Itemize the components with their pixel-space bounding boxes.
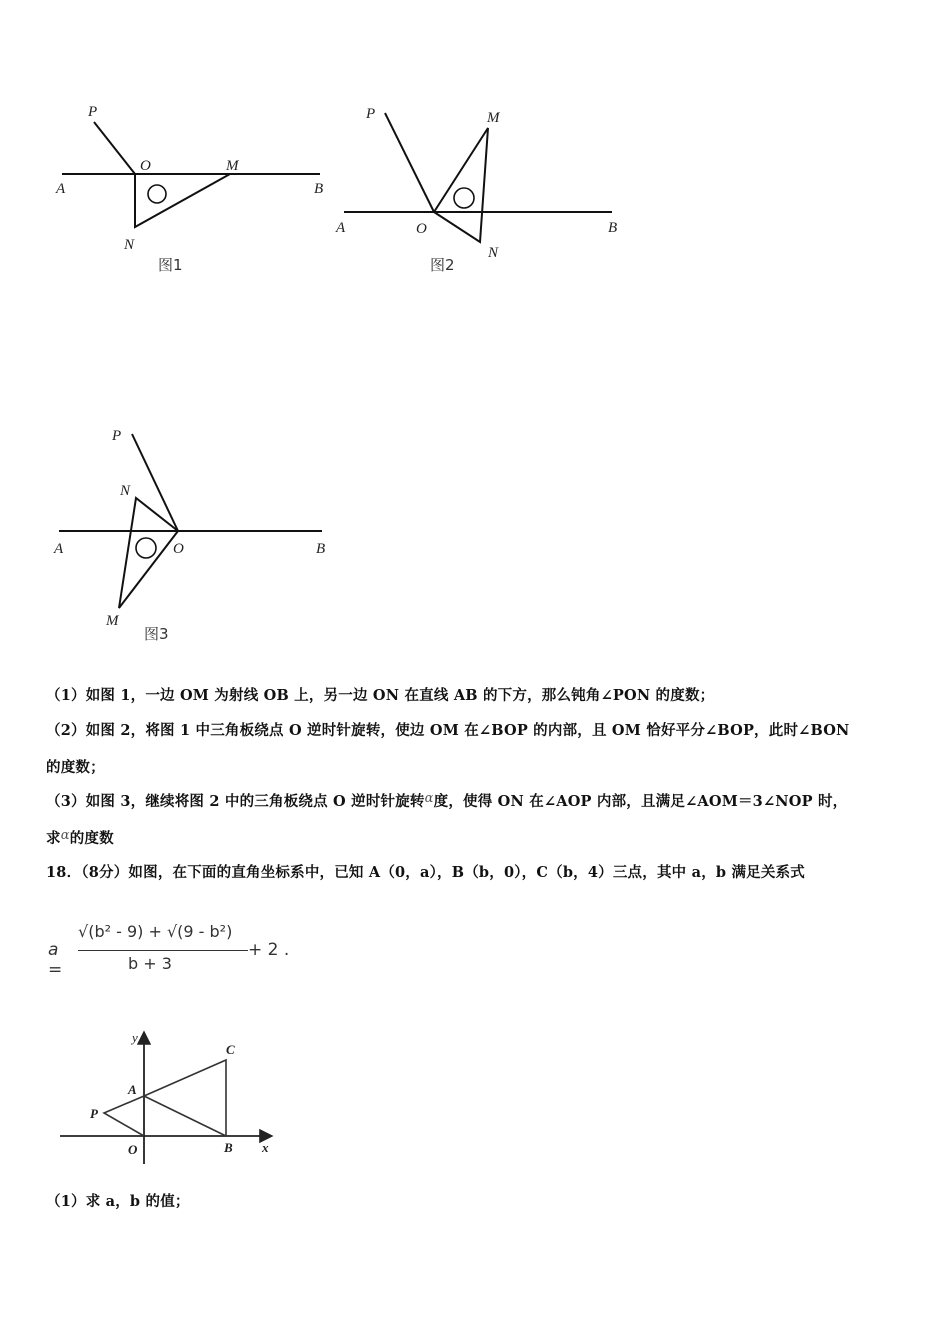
- figure-3-diagram: [40, 415, 340, 650]
- coordinate-figure: [50, 1020, 290, 1170]
- label-A: A: [56, 181, 66, 197]
- label-A: A: [128, 1082, 137, 1097]
- alpha-symbol: α: [424, 791, 434, 806]
- figure-1-caption: 图1: [158, 256, 183, 274]
- label-M: M: [226, 158, 239, 174]
- problem17-question-2-line2: 的度数；: [46, 759, 105, 776]
- label-N: N: [120, 483, 131, 499]
- label-B: B: [608, 220, 618, 236]
- problem17-question-1: （1）如图 1，一边 OM 为射线 OB 上，另一边 ON 在直线 AB 的下方，那么钝角∠PON 的度数；: [46, 687, 715, 704]
- formula-tail: + 2 .: [248, 940, 290, 960]
- problem17-question-3-line1: [46, 790, 847, 811]
- label-N: N: [488, 245, 499, 261]
- fraction-bar: [78, 950, 248, 951]
- formula-denominator: b + 3: [128, 954, 172, 973]
- label-C: C: [226, 1042, 235, 1057]
- figure-2-caption: 图2: [430, 256, 455, 274]
- q3-text-a: （3）如图 3，继续将图 2 中的三角板绕点 O 逆时针旋转: [46, 793, 425, 810]
- label-P: P: [112, 428, 122, 444]
- figure-1-diagram: [40, 90, 340, 280]
- label-N: N: [124, 237, 135, 253]
- q3-text-b: 度，使得 ON 在∠AOP 内部，且满足∠AOM＝3∠NOP 时，: [433, 793, 848, 810]
- label-M: M: [487, 110, 500, 126]
- q3-text-d: 的度数: [69, 830, 114, 847]
- figure-2: [330, 90, 630, 280]
- label-O: O: [416, 221, 427, 237]
- figure-2-diagram: [330, 90, 630, 280]
- problem18-question-1: （1）求 a，b 的值；: [46, 1193, 190, 1210]
- formula-lhs: a =: [48, 940, 63, 980]
- formula-numerator: √(b² - 9) + √(9 - b²): [78, 922, 233, 941]
- axis-label-x: x: [262, 1140, 269, 1155]
- label-B: B: [314, 181, 324, 197]
- label-B: B: [316, 541, 326, 557]
- label-O: O: [173, 541, 184, 557]
- label-P: P: [90, 1106, 98, 1121]
- label-A: A: [54, 541, 64, 557]
- problem17-question-2-line1: （2）如图 2，将图 1 中三角板绕点 O 逆时针旋转，使边 OM 在∠BOP 的内部，且 OM 恰好平分∠BOP，此时∠BON: [46, 722, 850, 739]
- problem18-stem: 18．（8分）如图，在下面的直角坐标系中，已知 A（0，a），B（b，0），C（b，4）三点，其中 a，b 满足关系式: [46, 864, 805, 881]
- label-P: P: [366, 106, 376, 122]
- label-O: O: [128, 1142, 138, 1157]
- q3-text-c: 求: [46, 830, 61, 847]
- label-O: O: [140, 158, 151, 174]
- label-B: B: [224, 1140, 233, 1155]
- label-M: M: [106, 613, 119, 629]
- coordinate-diagram: [50, 1020, 290, 1170]
- label-A: A: [336, 220, 346, 236]
- figure-3-caption: 图3: [144, 625, 169, 643]
- figure-3: [40, 415, 340, 650]
- axis-label-y: y: [132, 1030, 138, 1045]
- alpha-symbol: α: [60, 828, 70, 843]
- problem17-question-3-line2: [46, 827, 114, 848]
- figure-1: [40, 90, 340, 280]
- label-P: P: [88, 104, 98, 120]
